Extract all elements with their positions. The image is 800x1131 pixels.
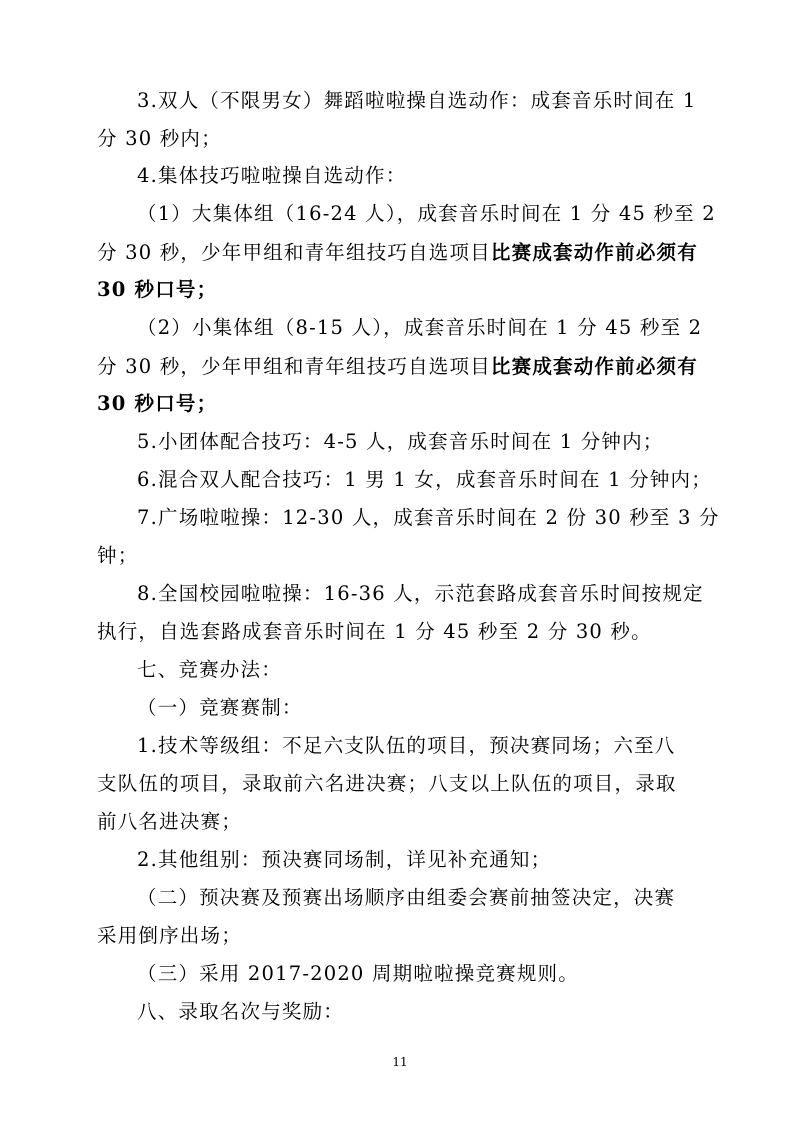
paragraph-line: 钟； xyxy=(97,544,139,567)
paragraph-line: 8.全国校园啦啦操：16-36 人，示范套路成套音乐时间按规定 xyxy=(137,582,704,605)
emphasis-line: 30 秒口号； xyxy=(97,278,218,301)
paragraph-line: 执行，自选套路成套音乐时间在 1 分 45 秒至 2 分 30 秒。 xyxy=(97,620,652,643)
paragraph-line: 支队伍的项目，录取前六名进决赛；八支以上队伍的项目，录取 xyxy=(97,772,677,795)
emphasis-text: 比赛成套动作前必须有 xyxy=(490,355,698,378)
paragraph-line: （1）大集体组（16-24 人），成套音乐时间在 1 分 45 秒至 2 xyxy=(137,202,716,225)
page-number: 11 xyxy=(392,1055,408,1069)
subsection-heading: （一）竞赛赛制： xyxy=(137,696,303,719)
section-heading: 八、录取名次与奖励： xyxy=(137,1000,345,1023)
emphasis-text: 比赛成套动作前必须有 xyxy=(490,241,698,264)
paragraph-line: 2.其他组别：预决赛同场制，详见补充通知； xyxy=(137,848,552,871)
paragraph-line: 7.广场啦啦操：12-30 人，成套音乐时间在 2 份 30 秒至 3 分 xyxy=(137,506,720,529)
emphasis-line: 30 秒口号； xyxy=(97,392,218,415)
paragraph-line: 采用倒序出场； xyxy=(97,924,242,947)
paragraph-line: （三）采用 2017-2020 周期啦啦操竞赛规则。 xyxy=(137,962,579,985)
paragraph-line: 5.小团体配合技巧：4-5 人，成套音乐时间在 1 分钟内； xyxy=(137,430,664,453)
paragraph-line: 3.双人（不限男女）舞蹈啦啦操自选动作：成套音乐时间在 1 xyxy=(137,89,697,112)
paragraph-text: 分 30 秒，少年甲组和青年组技巧自选项目 xyxy=(97,241,491,264)
paragraph-line: 4.集体技巧啦啦操自选动作： xyxy=(137,164,407,187)
paragraph-line: （2）小集体组（8-15 人），成套音乐时间在 1 分 45 秒至 2 xyxy=(137,316,703,339)
paragraph-line: 分 30 秒内； xyxy=(97,127,222,150)
paragraph-line xyxy=(97,243,698,263)
paragraph-line: 前八名进决赛； xyxy=(97,810,242,833)
paragraph-line: （二）预决赛及预赛出场顺序由组委会赛前抽签决定，决赛 xyxy=(137,886,676,909)
paragraph-text: 分 30 秒，少年甲组和青年组技巧自选项目 xyxy=(97,355,491,378)
paragraph-line: 1.技术等级组：不足六支队伍的项目，预决赛同场；六至八 xyxy=(137,734,676,757)
paragraph-line xyxy=(97,357,698,377)
section-heading: 七、竞赛办法： xyxy=(137,658,282,681)
paragraph-line: 6.混合双人配合技巧：1 男 1 女，成套音乐时间在 1 分钟内； xyxy=(137,468,712,491)
